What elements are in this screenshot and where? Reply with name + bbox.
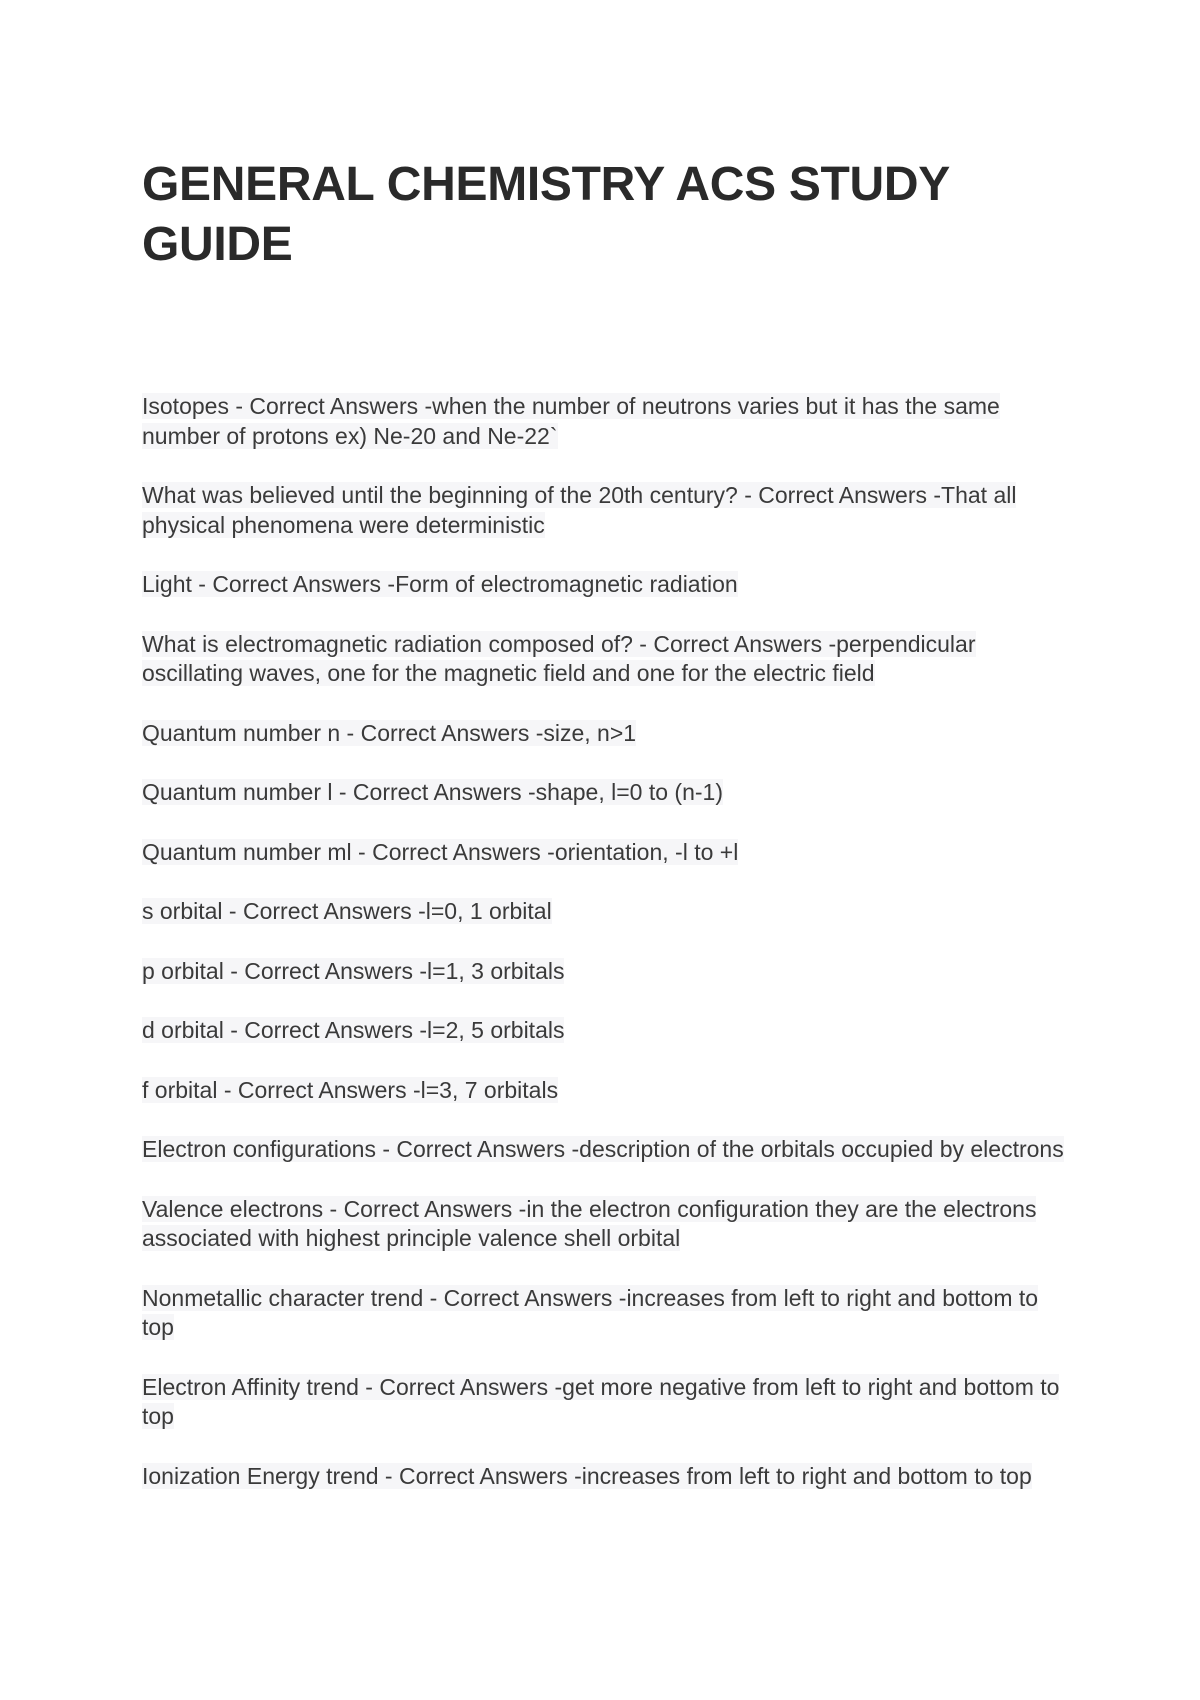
entry-electron-configurations: Electron configurations - Correct Answers -description of the orbitals occupied by electrons [142, 1136, 1064, 1162]
entry-isotopes: Isotopes - Correct Answers -when the number of neutrons varies but it has the same number of protons ex) Ne-20 and Ne-22` [142, 393, 1000, 449]
study-entries-list [142, 392, 1072, 1521]
entry-deterministic: What was believed until the beginning of the 20th century? - Correct Answers -That all physical phenomena were deterministic [142, 482, 1017, 538]
entry-nonmetallic-trend: Nonmetallic character trend - Correct Answers -increases from left to right and bottom to top [142, 1284, 1039, 1340]
entry-f-orbital: f orbital - Correct Answers -l=3, 7 orbitals [142, 1076, 559, 1103]
entry-d-orbital: d orbital - Correct Answers -l=2, 5 orbitals [142, 1017, 565, 1043]
entry-quantum-n: Quantum number n - Correct Answers -size, n>1 [142, 719, 637, 746]
entry-quantum-l: Quantum number l - Correct Answers -shape, l=0 to (n-1) [142, 779, 723, 805]
entry-electromagnetic-radiation: What is electromagnetic radiation composed of? - Correct Answers -perpendicular oscillating waves, one for the magnetic field and one for the electric field [142, 630, 976, 686]
entry-quantum-ml: Quantum number ml - Correct Answers -orientation, -l to +l [142, 838, 739, 865]
page-title: GENERAL CHEMISTRY ACS STUDY GUIDE [142, 158, 950, 271]
entry-s-orbital: s orbital - Correct Answers -l=0, 1 orbital [142, 898, 552, 924]
entry-ionization-energy-trend: Ionization Energy trend - Correct Answers -increases from left to right and bottom to top [142, 1462, 1032, 1489]
entry-electron-affinity-trend: Electron Affinity trend - Correct Answers -get more negative from left to right and bottom to top [142, 1373, 1060, 1429]
entry-light: Light - Correct Answers -Form of electromagnetic radiation [142, 571, 738, 597]
entry-p-orbital: p orbital - Correct Answers -l=1, 3 orbitals [142, 957, 565, 984]
entry-valence-electrons: Valence electrons - Correct Answers -in the electron configuration they are the electrons associated with highest principle valence shell orbital [142, 1195, 1037, 1251]
